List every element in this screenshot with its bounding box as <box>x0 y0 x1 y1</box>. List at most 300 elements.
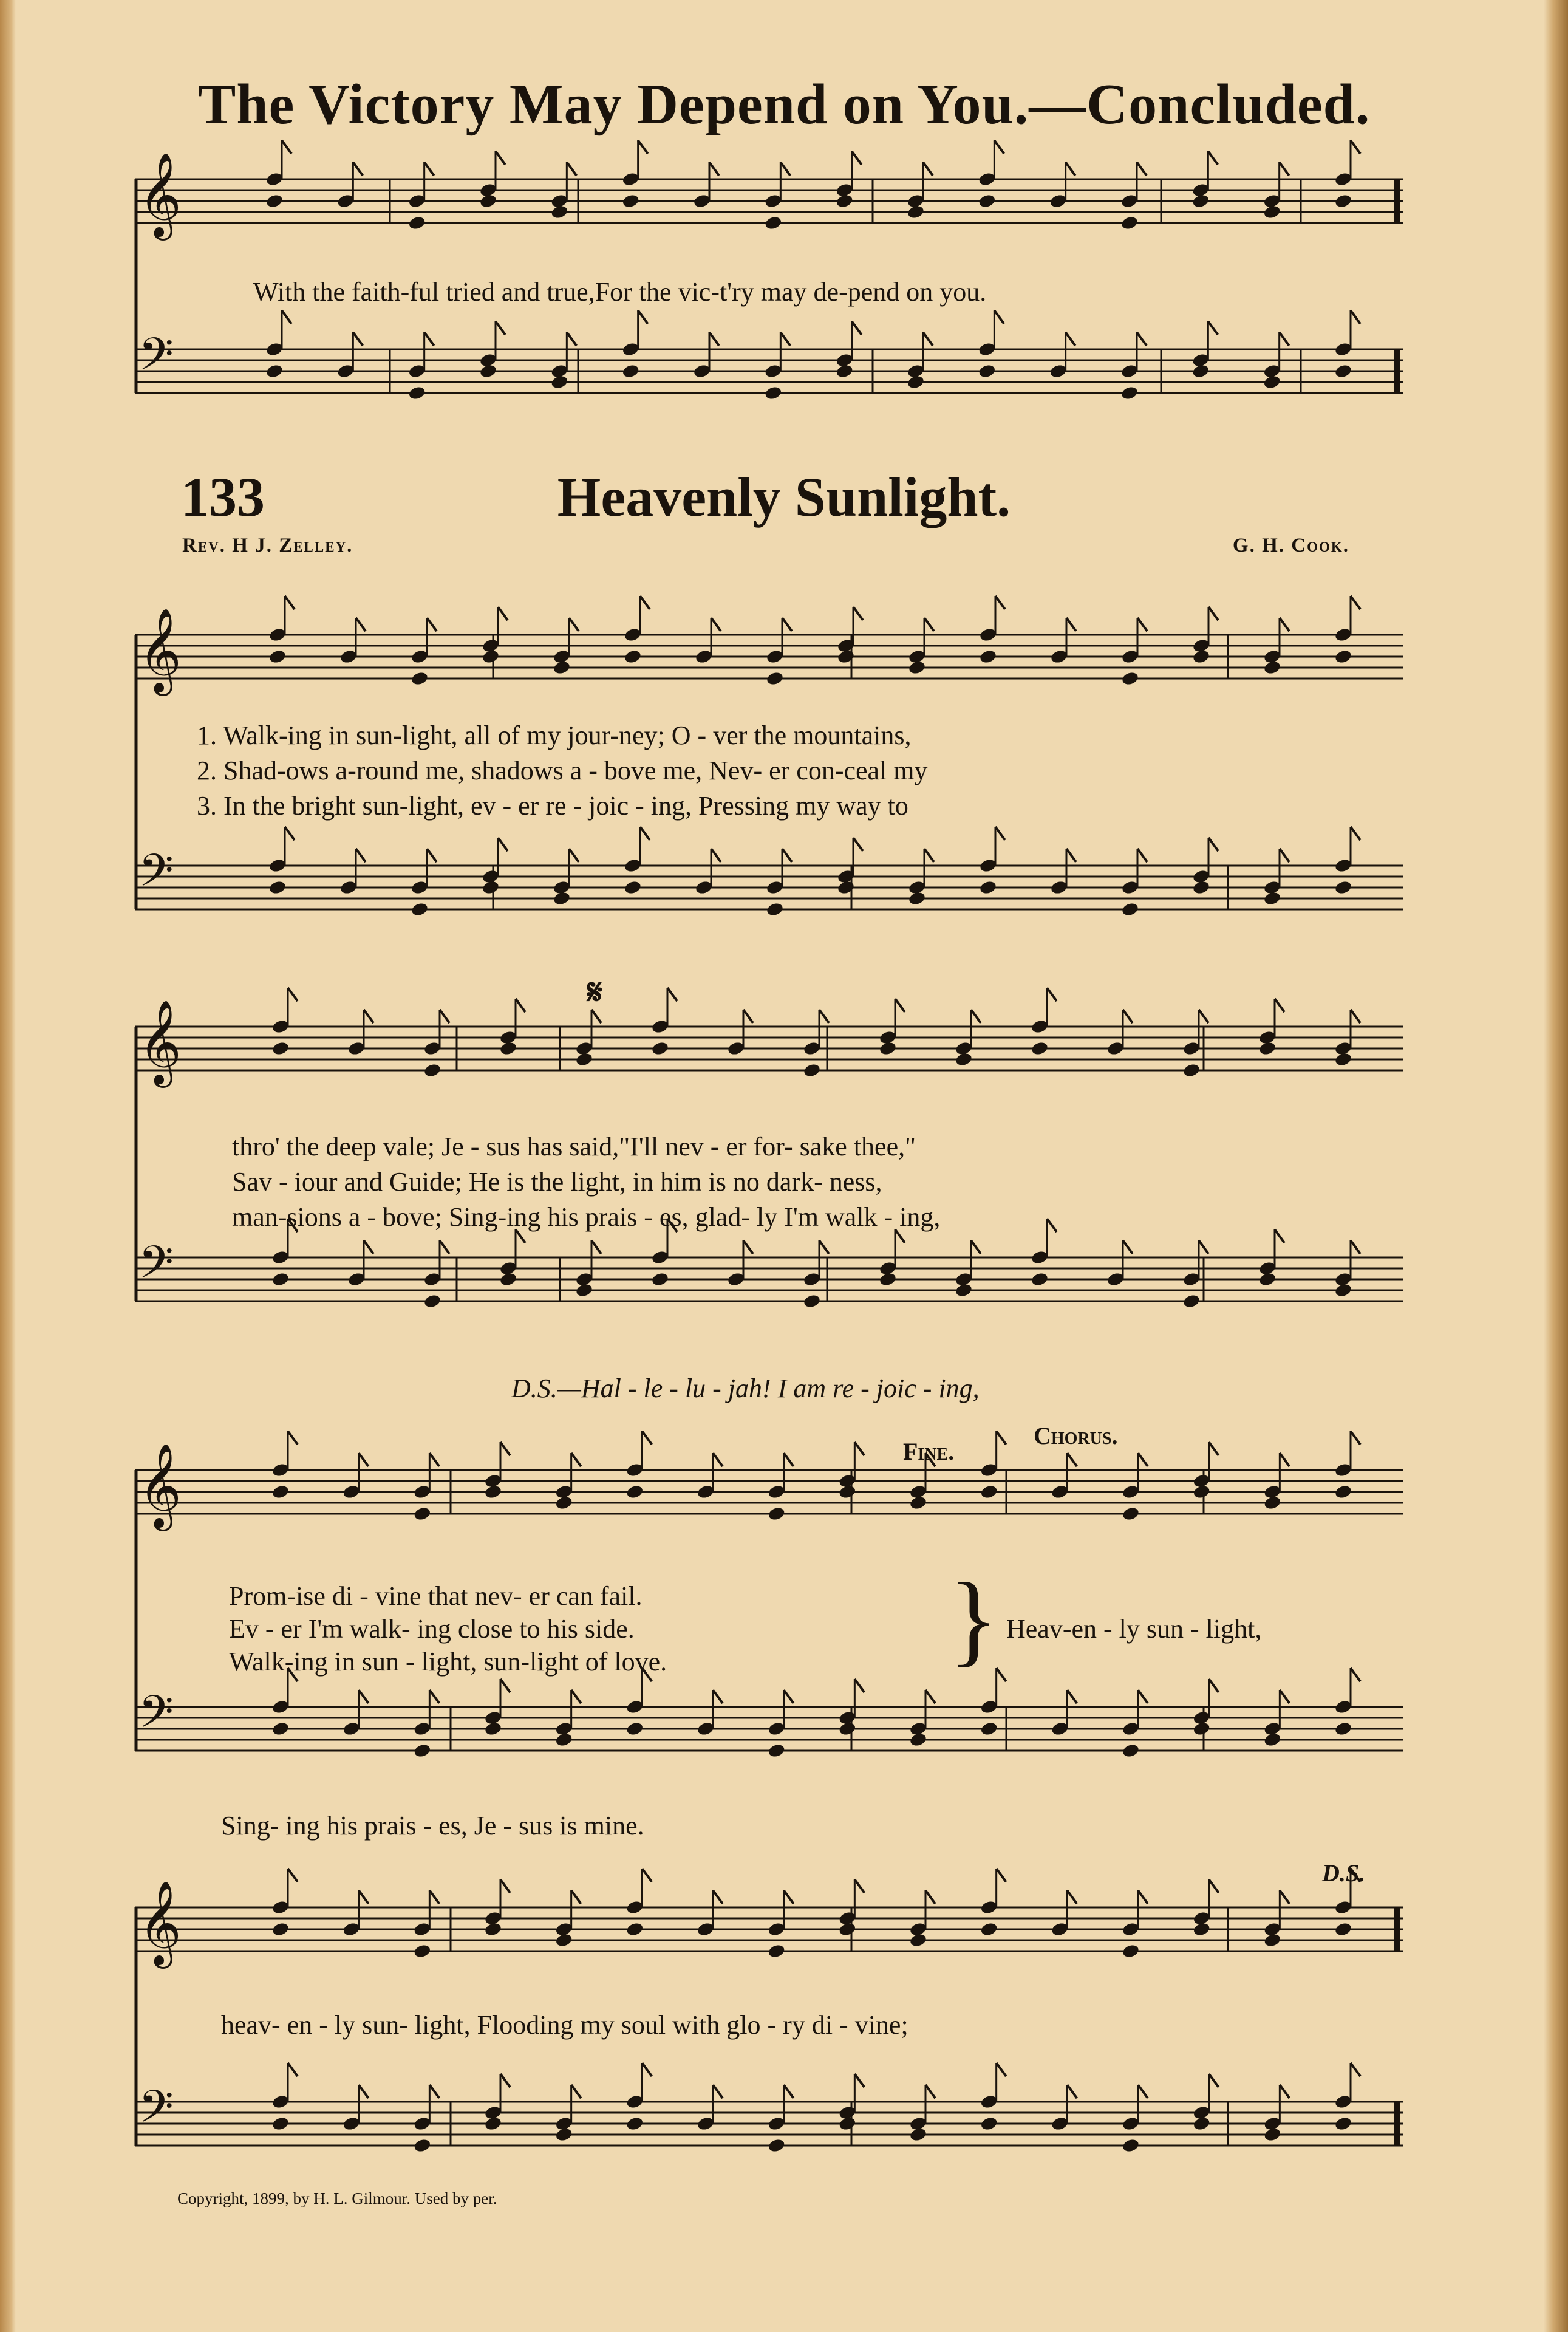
note-head <box>1031 1041 1049 1056</box>
note-flag <box>500 1879 510 1893</box>
treble-clef-icon: 𝄞 <box>138 1881 182 1965</box>
note-flag <box>571 1690 581 1703</box>
note-flag <box>711 618 721 631</box>
note-flag <box>1280 1453 1289 1466</box>
copyright-notice: Copyright, 1899, by H. L. Gilmour. Used by per. <box>177 2189 497 2207</box>
note-flag <box>591 1010 601 1023</box>
chorus-alto-line: Sing- ing his prais - es, Je - sus is mine. <box>221 1811 644 1841</box>
note-flag <box>711 849 721 862</box>
note-flag <box>429 1453 439 1466</box>
note-flag <box>1280 1890 1289 1904</box>
verse-2-line-3: Ev - er I'm walk- ing close to his side. <box>229 1614 635 1644</box>
note-flag <box>1208 151 1218 165</box>
note-flag <box>784 2085 794 2098</box>
note-head <box>271 1921 290 1937</box>
note-flag <box>994 310 1004 324</box>
note-flag <box>500 1679 510 1692</box>
final-barline <box>1394 2102 1400 2146</box>
note-head <box>625 2116 644 2132</box>
note-head <box>980 2116 998 2132</box>
note-flag <box>567 332 576 346</box>
note-head <box>1334 880 1353 895</box>
note-flag <box>971 1010 981 1023</box>
note-flag <box>1351 1010 1360 1023</box>
note-flag <box>1137 332 1147 346</box>
note-head <box>1334 193 1353 209</box>
note-head <box>271 1721 290 1737</box>
note-flag <box>1199 1240 1208 1254</box>
note-head <box>482 880 500 895</box>
ds-mark: D.S. <box>1322 1859 1366 1887</box>
note-flag <box>713 1890 723 1904</box>
note-head <box>1122 1506 1140 1522</box>
note-head <box>766 671 785 686</box>
note-flag <box>854 1679 864 1692</box>
note-flag <box>359 1690 369 1703</box>
note-flag <box>642 2063 652 2076</box>
note-flag <box>1351 1668 1360 1681</box>
note-flag <box>1351 1869 1360 1882</box>
note-head <box>1334 2116 1353 2132</box>
note-flag <box>1351 827 1360 840</box>
note-head <box>413 2138 432 2153</box>
treble-clef-icon: 𝄞 <box>138 608 182 692</box>
note-flag <box>784 1690 794 1703</box>
note-flag <box>784 1453 794 1466</box>
note-head <box>479 363 498 379</box>
verse-brace: } <box>949 1562 998 1676</box>
note-head <box>265 193 284 209</box>
note-flag <box>498 838 508 851</box>
fine-mark: Fine. <box>903 1438 955 1465</box>
note-flag <box>924 618 934 631</box>
note-flag <box>353 332 363 346</box>
music-system-1 <box>135 592 1403 932</box>
note-flag <box>925 1690 935 1703</box>
music-system-2 <box>135 972 1403 1403</box>
note-flag <box>971 1240 981 1254</box>
note-head <box>482 649 500 665</box>
note-head <box>268 649 287 665</box>
note-head <box>271 1271 290 1287</box>
note-head <box>1334 1721 1353 1737</box>
note-flag <box>1047 1219 1057 1232</box>
note-head <box>767 1506 786 1522</box>
note-head <box>271 1041 290 1056</box>
note-head <box>1192 1484 1211 1500</box>
page-edge-left <box>0 0 16 2332</box>
note-flag <box>1066 332 1075 346</box>
verse-3-line-2: man-sions a - bove; Sing-ing his prais - es, glad- ly I'm walk - ing, <box>232 1202 941 1232</box>
note-flag <box>1067 1890 1077 1904</box>
verse-3-line-3: Walk-ing in sun - light, sun-light of love. <box>229 1647 667 1677</box>
note-flag <box>895 1229 905 1243</box>
note-flag <box>288 1668 298 1681</box>
note-head <box>1122 1943 1140 1959</box>
note-flag <box>364 1010 373 1023</box>
note-head <box>1192 880 1211 895</box>
note-head <box>484 2116 503 2132</box>
note-flag <box>923 332 933 346</box>
note-head <box>413 1743 432 1759</box>
note-flag <box>1209 1879 1219 1893</box>
note-head <box>1192 1921 1211 1937</box>
note-flag <box>1280 1690 1289 1703</box>
note-head <box>268 880 287 895</box>
note-head <box>767 1743 786 1759</box>
note-flag <box>640 596 650 609</box>
note-flag <box>1066 849 1076 862</box>
note-flag <box>1138 1890 1148 1904</box>
note-flag <box>923 162 933 176</box>
note-head <box>1031 1271 1049 1287</box>
staff-svg <box>135 1859 1403 2199</box>
note-flag <box>1351 2063 1360 2076</box>
note-head <box>767 1943 786 1959</box>
note-flag <box>496 151 505 165</box>
hymn-composer: G. H. Cook. <box>1232 535 1349 556</box>
concluded-lyric-line: With the faith-ful tried and true,For the vic-t'ry may de-pend on you. <box>253 277 987 307</box>
note-head <box>413 1943 432 1959</box>
note-flag <box>571 1453 581 1466</box>
bass-clef-icon: 𝄢 <box>138 328 174 392</box>
note-flag <box>642 1431 652 1445</box>
note-flag <box>997 1668 1006 1681</box>
note-flag <box>591 1240 601 1254</box>
note-flag <box>667 988 677 1001</box>
hymn-number: 133 <box>181 466 265 528</box>
note-head <box>484 1921 503 1937</box>
music-system-3 <box>135 1421 1403 1847</box>
note-flag <box>854 1442 864 1455</box>
note-flag <box>1351 310 1360 324</box>
note-head <box>621 193 640 209</box>
note-head <box>835 363 854 379</box>
note-head <box>978 363 997 379</box>
music-system-concluded <box>135 152 1403 443</box>
note-flag <box>713 1453 723 1466</box>
note-flag <box>429 2085 439 2098</box>
treble-clef-icon: 𝄞 <box>138 1000 182 1084</box>
note-flag <box>282 140 291 154</box>
note-flag <box>1280 849 1289 862</box>
note-flag <box>640 827 650 840</box>
note-flag <box>1208 607 1218 620</box>
note-flag <box>997 1431 1006 1445</box>
note-head <box>651 1271 670 1287</box>
note-flag <box>424 332 434 346</box>
note-flag <box>1138 1453 1148 1466</box>
note-flag <box>997 1869 1006 1882</box>
note-head <box>838 1721 857 1737</box>
chorus-line-1: Heav-en - ly sun - light, <box>1006 1614 1262 1644</box>
note-flag <box>1047 988 1057 1001</box>
note-flag <box>353 162 363 176</box>
note-flag <box>1137 618 1147 631</box>
note-head <box>1258 1041 1277 1056</box>
note-head <box>979 880 998 895</box>
note-head <box>423 1293 442 1309</box>
note-head <box>484 1721 503 1737</box>
note-flag <box>571 2085 581 2098</box>
note-flag <box>427 849 437 862</box>
note-head <box>625 1721 644 1737</box>
note-head <box>1192 649 1211 665</box>
note-head <box>499 1271 518 1287</box>
note-flag <box>516 999 525 1012</box>
note-flag <box>709 332 719 346</box>
hymn-title: Heavenly Sunlight. <box>557 466 1011 528</box>
note-head <box>1192 2116 1211 2132</box>
note-flag <box>1351 1431 1360 1445</box>
music-system-4 <box>135 1859 1403 2199</box>
note-flag <box>440 1010 449 1023</box>
note-head <box>423 1062 442 1078</box>
note-flag <box>285 827 295 840</box>
note-flag <box>1138 2085 1148 2098</box>
note-flag <box>288 1869 298 1882</box>
verse-1-line-1: 1. Walk-ing in sun-light, all of my jour-ney; O - ver the mountains, <box>197 720 912 750</box>
note-head <box>1334 649 1353 665</box>
note-flag <box>1280 332 1289 346</box>
note-flag <box>288 2063 298 2076</box>
note-flag <box>852 321 862 335</box>
note-head <box>980 1921 998 1937</box>
note-flag <box>667 1219 677 1232</box>
staff-svg <box>135 592 1403 932</box>
note-flag <box>1280 2085 1289 2098</box>
note-flag <box>429 1690 439 1703</box>
treble-clef-icon: 𝄞 <box>138 152 182 237</box>
note-flag <box>642 1668 652 1681</box>
note-head <box>979 649 998 665</box>
note-flag <box>780 162 790 176</box>
note-flag <box>638 140 648 154</box>
note-flag <box>429 1890 439 1904</box>
treble-clef-icon: 𝄞 <box>138 1443 182 1528</box>
note-head <box>271 2116 290 2132</box>
note-flag <box>1123 1010 1133 1023</box>
note-head <box>1122 2138 1140 2153</box>
chorus-mark: Chorus. <box>1034 1422 1118 1449</box>
staff-svg <box>135 152 1403 443</box>
note-flag <box>853 838 863 851</box>
verse-3-line-1: 3. In the bright sun-light, ev - er re - joic - ing, Pressing my way to <box>197 791 908 821</box>
note-head <box>499 1041 518 1056</box>
note-head <box>1191 363 1210 379</box>
note-head <box>1334 1921 1353 1937</box>
note-flag <box>638 310 648 324</box>
note-head <box>1192 1721 1211 1737</box>
note-flag <box>516 1229 525 1243</box>
note-flag <box>713 1690 723 1703</box>
note-head <box>803 1062 822 1078</box>
note-head <box>803 1293 822 1309</box>
note-head <box>837 649 856 665</box>
note-flag <box>852 151 862 165</box>
note-flag <box>853 607 863 620</box>
note-head <box>624 649 643 665</box>
note-flag <box>925 1453 935 1466</box>
note-flag <box>994 140 1004 154</box>
note-head <box>1182 1062 1201 1078</box>
note-flag <box>1351 596 1360 609</box>
note-flag <box>356 849 366 862</box>
note-head <box>1121 671 1140 686</box>
note-head <box>1121 901 1140 917</box>
note-flag <box>440 1240 449 1254</box>
note-head <box>838 2116 857 2132</box>
note-flag <box>997 2063 1006 2076</box>
note-head <box>1120 215 1139 231</box>
note-flag <box>1209 1442 1219 1455</box>
chorus-line-2: heav- en - ly sun- light, Flooding my soul with glo - ry di - vine; <box>221 2010 908 2040</box>
page-title: The Victory May Depend on You.—Concluded. <box>197 73 1371 136</box>
note-head <box>764 215 783 231</box>
note-head <box>1120 385 1139 401</box>
note-flag <box>359 1453 369 1466</box>
note-head <box>767 2138 786 2153</box>
note-flag <box>359 2085 369 2098</box>
note-flag <box>427 618 437 631</box>
note-head <box>1122 1743 1140 1759</box>
note-flag <box>819 1240 829 1254</box>
final-barline <box>1394 1907 1400 1951</box>
note-flag <box>1199 1010 1208 1023</box>
note-flag <box>424 162 434 176</box>
note-flag <box>819 1010 829 1023</box>
note-head <box>621 363 640 379</box>
note-flag <box>925 1890 935 1904</box>
note-flag <box>1137 849 1147 862</box>
note-flag <box>780 332 790 346</box>
bass-clef-icon: 𝄢 <box>138 844 174 908</box>
note-flag <box>1067 1453 1077 1466</box>
note-flag <box>1208 321 1218 335</box>
verse-1-line-2: thro' the deep vale; Je - sus has said,"I'll nev - er for- sake thee," <box>232 1132 916 1161</box>
note-head <box>837 880 856 895</box>
note-flag <box>569 849 579 862</box>
note-head <box>978 193 997 209</box>
note-flag <box>1275 999 1284 1012</box>
note-head <box>411 671 429 686</box>
note-flag <box>288 1219 298 1232</box>
note-flag <box>356 618 366 631</box>
note-flag <box>1351 140 1360 154</box>
note-flag <box>1208 838 1218 851</box>
note-head <box>1334 1484 1353 1500</box>
note-head <box>411 901 429 917</box>
segno-mark: 𝄋 <box>587 973 602 1012</box>
note-head <box>835 193 854 209</box>
note-head <box>625 1921 644 1937</box>
note-flag <box>925 2085 935 2098</box>
note-flag <box>364 1240 373 1254</box>
note-flag <box>1123 1240 1133 1254</box>
note-head <box>1258 1271 1277 1287</box>
ds-lyric-line: D.S.—Hal - le - lu - jah! I am re - joic - ing, <box>511 1373 980 1403</box>
bass-clef-icon: 𝄢 <box>138 1686 174 1749</box>
note-flag <box>782 849 792 862</box>
note-flag <box>1275 1229 1284 1243</box>
note-flag <box>854 2074 864 2087</box>
note-flag <box>709 162 719 176</box>
note-flag <box>642 1869 652 1882</box>
hymn-author: Rev. H J. Zelley. <box>182 535 353 556</box>
note-flag <box>571 1890 581 1904</box>
note-flag <box>567 162 576 176</box>
final-barline <box>1394 349 1400 393</box>
note-head <box>838 1921 857 1937</box>
note-head <box>879 1041 898 1056</box>
note-flag <box>1066 162 1075 176</box>
note-head <box>625 1484 644 1500</box>
note-flag <box>1137 162 1147 176</box>
note-flag <box>500 1442 510 1455</box>
note-head <box>980 1721 998 1737</box>
verse-2-line-2: Sav - iour and Guide; He is the light, in him is no dark- ness, <box>232 1167 882 1197</box>
note-flag <box>285 596 295 609</box>
note-flag <box>496 321 505 335</box>
bass-clef-icon: 𝄢 <box>138 1236 174 1300</box>
note-flag <box>1280 618 1289 631</box>
verse-2-line-1: 2. Shad-ows a-round me, shadows a - bove me, Nev- er con-ceal my <box>197 756 928 785</box>
note-flag <box>359 1890 369 1904</box>
note-flag <box>282 310 291 324</box>
note-flag <box>784 1890 794 1904</box>
note-flag <box>1280 162 1289 176</box>
note-flag <box>854 1879 864 1893</box>
note-flag <box>498 607 508 620</box>
note-flag <box>1067 1690 1077 1703</box>
note-head <box>766 901 785 917</box>
note-head <box>407 215 426 231</box>
note-flag <box>1351 1240 1360 1254</box>
note-flag <box>924 849 934 862</box>
note-flag <box>995 596 1005 609</box>
note-head <box>1334 363 1353 379</box>
note-flag <box>743 1240 753 1254</box>
note-flag <box>782 618 792 631</box>
verse-1-line-3: Prom-ise di - vine that nev- er can fail. <box>229 1581 643 1611</box>
note-flag <box>1066 618 1076 631</box>
note-head <box>484 1484 503 1500</box>
note-head <box>413 1506 432 1522</box>
note-head <box>879 1271 898 1287</box>
note-flag <box>569 618 579 631</box>
note-head <box>980 1484 998 1500</box>
final-barline <box>1394 179 1400 223</box>
note-head <box>624 880 643 895</box>
note-head <box>271 1484 290 1500</box>
note-flag <box>895 999 905 1012</box>
staff-svg <box>135 972 1403 1349</box>
note-flag <box>995 827 1005 840</box>
note-flag <box>500 2074 510 2087</box>
note-head <box>764 385 783 401</box>
note-flag <box>1209 1679 1219 1692</box>
note-flag <box>288 1431 298 1445</box>
note-flag <box>743 1010 753 1023</box>
note-head <box>479 193 498 209</box>
bass-clef-icon: 𝄢 <box>138 2081 174 2144</box>
note-head <box>407 385 426 401</box>
page-edge-right <box>1544 0 1568 2332</box>
note-head <box>1191 193 1210 209</box>
note-head <box>651 1041 670 1056</box>
note-flag <box>1067 2085 1077 2098</box>
note-flag <box>288 988 298 1001</box>
